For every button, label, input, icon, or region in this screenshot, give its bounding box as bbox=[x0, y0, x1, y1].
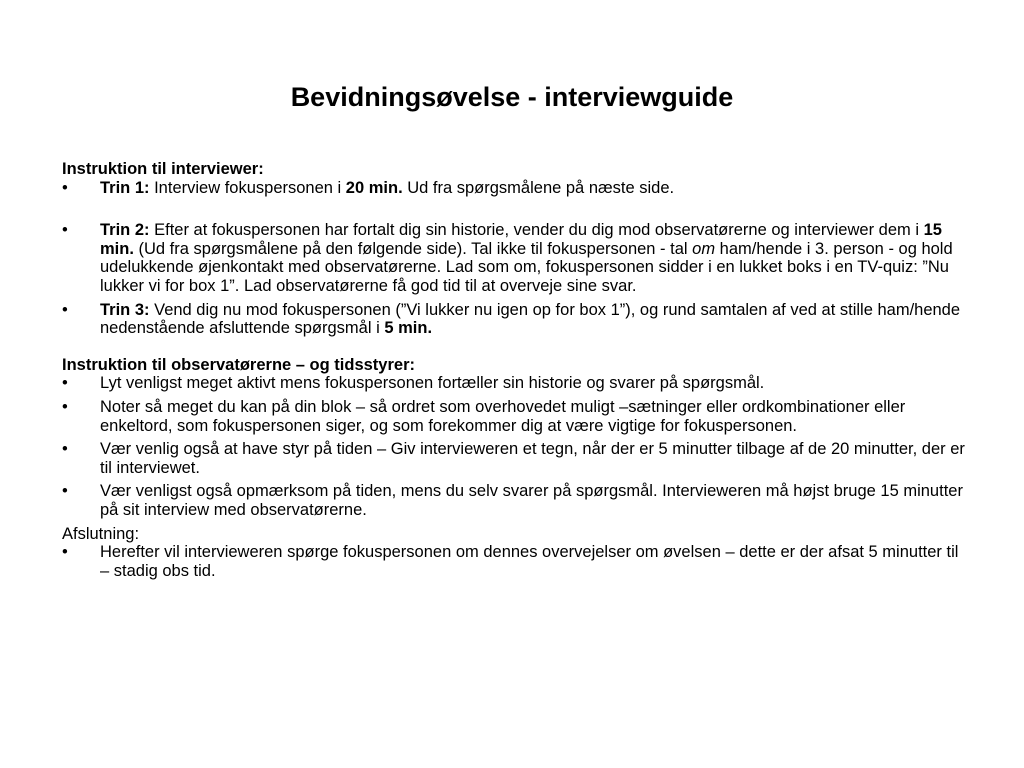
step-duration: 5 min. bbox=[384, 319, 433, 338]
slide-body bbox=[62, 160, 967, 585]
section-heading-observers: Instruktion til observatørerne – og tidsstyrer: bbox=[62, 355, 415, 374]
list-item bbox=[62, 440, 967, 477]
step-text: Efter at fokuspersonen har fortalt dig sin historie, vender du dig mod observatørerne og interviewer dem i bbox=[149, 221, 924, 240]
step-text: Ud fra spørgsmålene på næste side. bbox=[402, 178, 675, 197]
list-item-text: Lyt venligst meget aktivt mens fokuspersonen fortæller sin historie og svarer på spørgsmål. bbox=[100, 374, 765, 393]
step-duration: 15 min. bbox=[100, 221, 942, 258]
step-label: Trin 3: bbox=[100, 300, 150, 319]
bullet-icon: • bbox=[62, 300, 68, 319]
list-item-step-2 bbox=[62, 221, 967, 295]
step-text: Interview fokuspersonen i bbox=[149, 178, 346, 197]
section-heading-interviewer: Instruktion til interviewer: bbox=[62, 160, 264, 178]
list-item bbox=[62, 482, 967, 519]
closing-list bbox=[62, 543, 967, 580]
step-text: (Ud fra spørgsmålene på den følgende side). Tal ikke til fokuspersonen - tal bbox=[133, 239, 693, 258]
bullet-icon: • bbox=[62, 543, 68, 562]
list-item-step-3 bbox=[62, 301, 967, 338]
list-item bbox=[62, 398, 967, 435]
list-item-text: Vær venligst også opmærksom på tiden, mens du selv svarer på spørgsmål. Intervieweren må højst bruge 15 minutter på sit interview med observatørerne. bbox=[100, 482, 963, 519]
interviewer-steps-list bbox=[62, 179, 967, 338]
list-item-text: Noter så meget du kan på din blok – så ordret som overhovedet muligt –sætninger eller ordkombinationer eller enkeltord, som fokuspersonen siger, og som forekommer dig at være vigtige for fokuspersonen. bbox=[100, 397, 906, 435]
step-text: Vend dig nu mod fokuspersonen (”Vi lukker nu igen op for box 1”), og rund samtalen af ved at stille ham/hende nedenstående afsluttende spørgsmål i bbox=[100, 300, 961, 338]
list-item bbox=[62, 374, 967, 393]
list-item-text: Herefter vil intervieweren spørge fokuspersonen om dennes overvejelser om øvelsen – dette er der afsat 5 minutter til – stadig obs tid. bbox=[100, 543, 959, 580]
bullet-icon: • bbox=[62, 178, 68, 197]
list-item bbox=[62, 543, 967, 580]
bullet-icon: • bbox=[62, 440, 68, 459]
step-emphasis: om bbox=[692, 239, 716, 258]
bullet-icon: • bbox=[62, 374, 68, 393]
step-text: ham/hende i 3. person - og hold udelukkende øjenkontakt med observatørerne. Lad som om, fokuspersonen sidder i en lukket boks i en TV-quiz: ”Nu lukker vi for box 1”. Lad observatørerne få god tid til at overveje sine svar. bbox=[100, 239, 953, 295]
list-item-step-1 bbox=[62, 179, 967, 198]
section-heading-closing: Afslutning: bbox=[62, 524, 140, 543]
bullet-icon: • bbox=[62, 221, 68, 240]
bullet-icon: • bbox=[62, 397, 68, 416]
step-label: Trin 2: bbox=[100, 221, 150, 240]
list-item-text: Vær venlig også at have styr på tiden – Giv intervieweren et tegn, når der er 5 minutter tilbage af de 20 minutter, der er til interviewet. bbox=[100, 440, 965, 477]
step-label: Trin 1: bbox=[100, 178, 150, 197]
slide-title: Bevidningsøvelse - interviewguide bbox=[290, 82, 734, 112]
step-duration: 20 min. bbox=[345, 178, 403, 197]
observer-instructions-list bbox=[62, 374, 967, 519]
bullet-icon: • bbox=[62, 482, 68, 501]
